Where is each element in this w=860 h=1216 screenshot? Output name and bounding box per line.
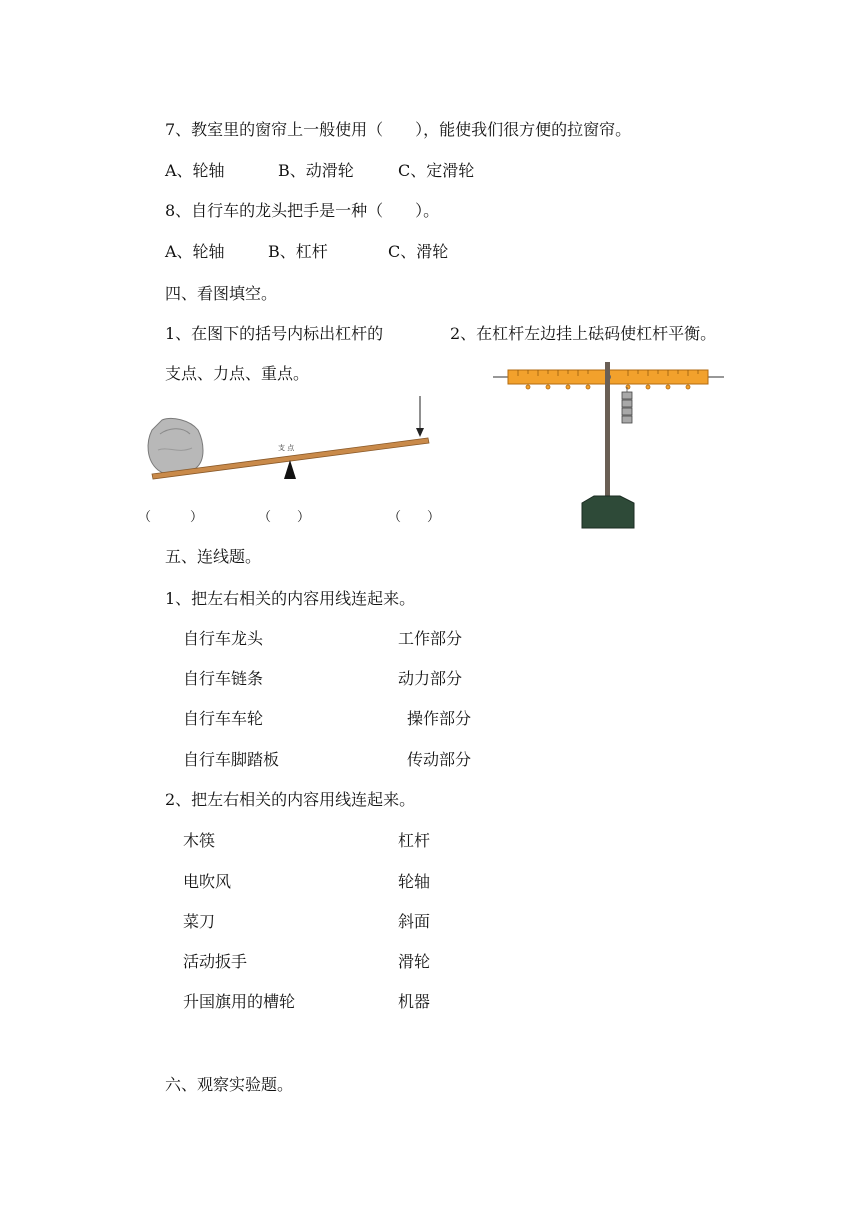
q8-option-c: C、滑轮 — [388, 242, 449, 261]
q2-left-item: 活动扳手 — [183, 952, 248, 971]
q1-left-item: 自行车脚踏板 — [183, 750, 280, 769]
fulcrum-label: 支 点 — [278, 444, 295, 452]
blank-1: （ ） — [138, 510, 204, 525]
stand-pole — [605, 362, 610, 497]
q1-left-item: 自行车链条 — [183, 669, 264, 688]
section4-heading: 四、看图填空。 — [165, 284, 278, 303]
q2-right-item: 斜面 — [398, 912, 431, 931]
section5-heading: 五、连线题。 — [165, 547, 262, 566]
lever-figure — [138, 390, 438, 490]
q1-left-item: 自行车车轮 — [183, 709, 264, 728]
q8-text: 8、自行车的龙头把手是一种（ ）。 — [165, 201, 440, 220]
q2-right-item: 机器 — [398, 992, 431, 1011]
q7-option-a: A、轮轴 — [165, 161, 225, 180]
blank-3: （ ） — [388, 510, 441, 525]
rock-image — [148, 418, 203, 475]
q7-text: 7、教室里的窗帘上一般使用（ ），能使我们很方便的拉窗帘。 — [165, 120, 632, 139]
q2-left-item: 木筷 — [183, 831, 216, 850]
q8-option-a: A、轮轴 — [165, 242, 225, 261]
blank-2: （ ） — [258, 510, 311, 525]
q1-right-item: 传动部分 — [407, 750, 472, 769]
q1-right-item: 操作部分 — [407, 709, 472, 728]
q1-right-item: 动力部分 — [398, 669, 463, 688]
fulcrum-icon — [284, 460, 296, 479]
q8-option-b: B、杠杆 — [268, 242, 328, 261]
q2-right-item: 滑轮 — [398, 952, 431, 971]
weights-icon — [622, 392, 632, 423]
section5-q2-title: 2、把左右相关的内容用线连起来。 — [165, 790, 416, 809]
q2-left-item: 升国旗用的槽轮 — [183, 992, 296, 1011]
q7-option-c: C、定滑轮 — [398, 161, 475, 180]
section6-heading: 六、观察实验题。 — [165, 1075, 294, 1094]
q2-right-item: 杠杆 — [398, 831, 431, 850]
stand-base — [582, 496, 634, 528]
section4-q2: 2、在杠杆左边挂上砝码使杠杆平衡。 — [450, 324, 717, 343]
q1-left-item: 自行车龙头 — [183, 629, 264, 648]
section4-q1-line2: 支点、力点、重点。 — [165, 364, 310, 383]
q2-right-item: 轮轴 — [398, 872, 431, 891]
balance-stand-figure — [490, 358, 730, 533]
section5-q1-title: 1、把左右相关的内容用线连起来。 — [165, 589, 416, 608]
q2-left-item: 菜刀 — [183, 912, 216, 931]
section4-q1-line1: 1、在图下的括号内标出杠杆的 — [165, 324, 384, 343]
q7-option-b: B、动滑轮 — [278, 161, 354, 180]
q2-left-item: 电吹风 — [183, 872, 232, 891]
q1-right-item: 工作部分 — [398, 629, 463, 648]
